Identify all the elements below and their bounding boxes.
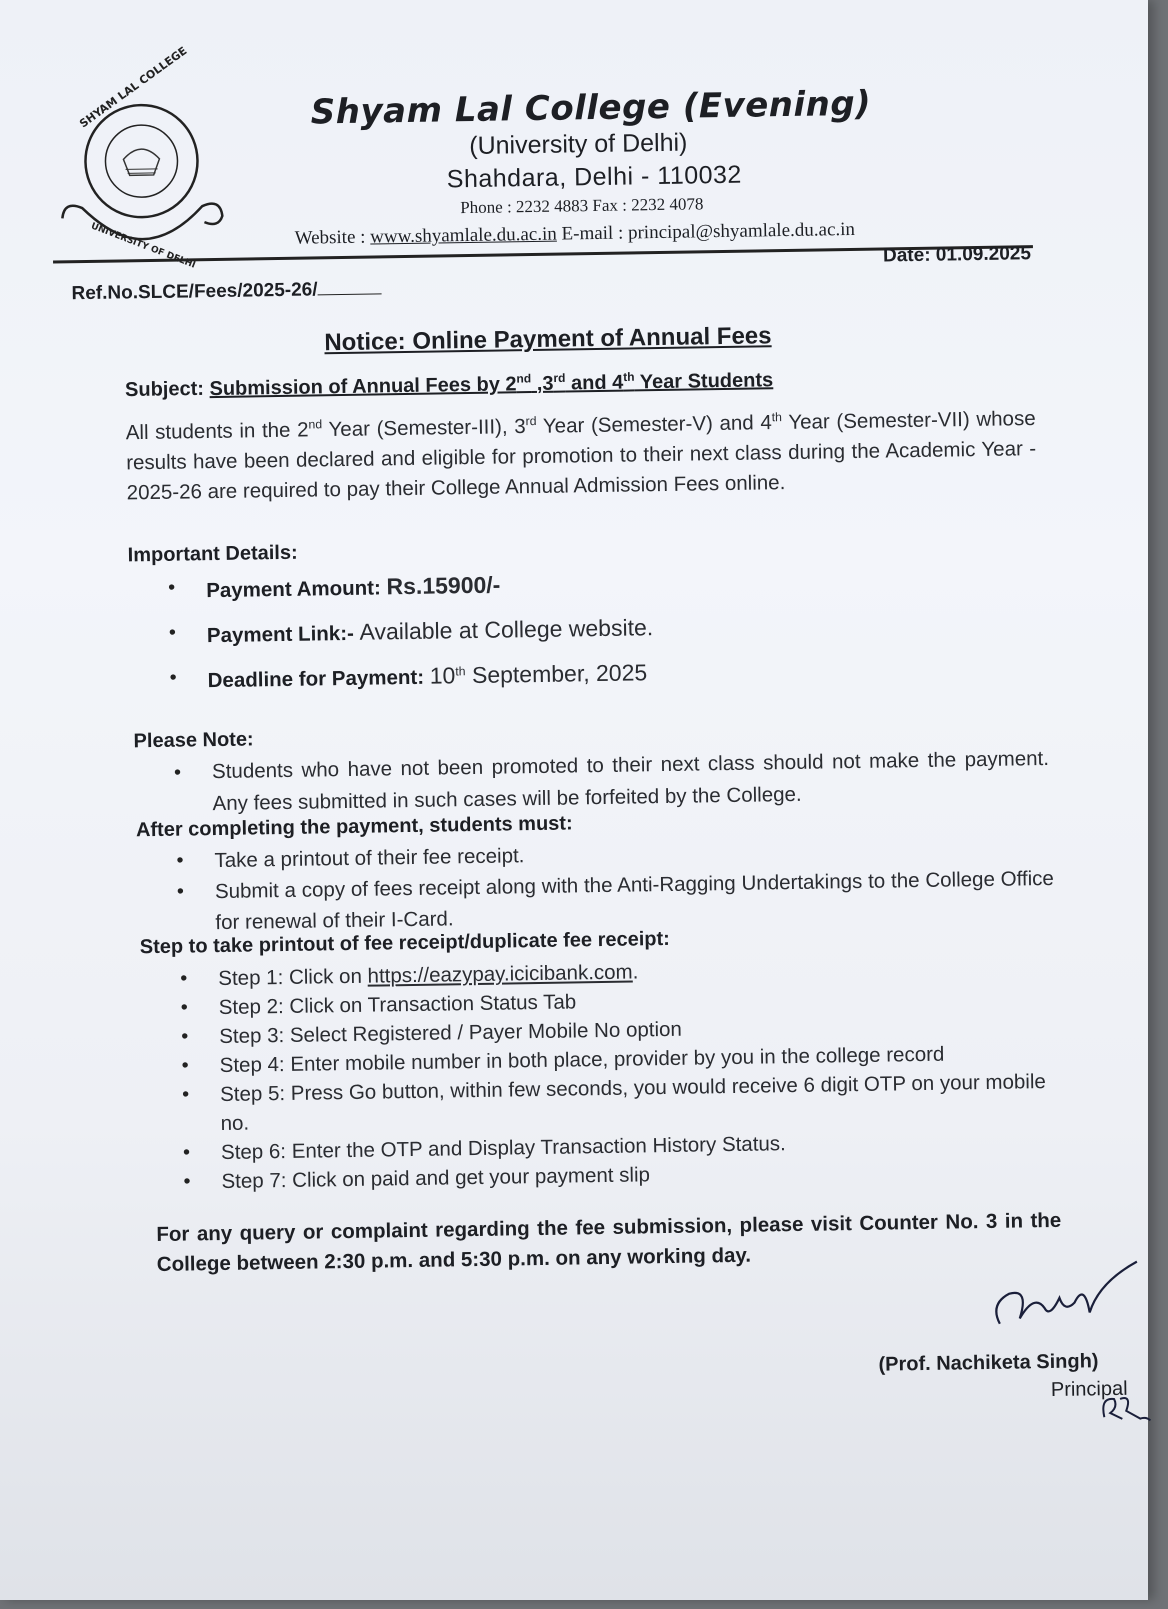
website-label: Website : [295, 227, 371, 249]
after-item: • Submit a copy of fees receipt along with the Anti-Ragging Undertakings to the College Office for renewal of their I-Card. [177, 863, 1055, 939]
link-value: Available at College website. [359, 614, 653, 645]
after-payment-list [176, 832, 1054, 939]
after-item: • Take a printout of their fee receipt. [176, 832, 1053, 877]
reference-text: Ref.No.SLCE/Fees/2025-26/ [71, 279, 317, 304]
deadline-day: 10 [430, 662, 456, 688]
list-item [169, 653, 1069, 694]
initials-mark [1096, 1386, 1152, 1427]
step-item: • Step 2: Click on Transaction Status Tab [181, 980, 1059, 1023]
subject-text: Submission of Annual Fees by 2 [209, 373, 516, 400]
important-details-list [168, 563, 1070, 712]
amount-value: Rs.15900/- [386, 572, 500, 600]
svg-text:SHYAM LAL COLLEGE: SHYAM LAL COLLEGE [77, 44, 189, 130]
signatory-name: (Prof. Nachiketa Singh) [878, 1350, 1098, 1376]
email-text: E-mail : principal@shyamlale.du.ac.in [557, 219, 855, 245]
step1-prefix: Step 1: Click on [218, 965, 368, 990]
steps-heading: Step to take printout of fee receipt/duplicate fee receipt: [140, 928, 670, 959]
svg-text:UNIVERSITY OF DELHI: UNIVERSITY OF DELHI [89, 221, 196, 270]
please-note-list [174, 743, 1050, 821]
university-name: (University of Delhi) [469, 129, 688, 161]
college-logo [53, 98, 235, 251]
step-item: • Step 6: Enter the OTP and Display Transaction History Status. [183, 1125, 1061, 1168]
important-details-heading: Important Details: [127, 542, 297, 568]
list-item [169, 608, 1069, 649]
college-address: Shahdara, Delhi - 110032 [447, 161, 742, 195]
para-text-d: Year (Semester-VII) whose results have been declared and eligible for promotion to their next class during the Academic Year - 2025-26 are required to pay their College Annual Admission Fees online. [126, 407, 1036, 504]
deadline-label: Deadline for Payment: [207, 666, 429, 692]
principal-signature [989, 1262, 1140, 1344]
step1-suffix: . [632, 960, 638, 983]
step-item: • Step 5: Press Go button, within few seconds, you would receive 6 digit OTP on your mobile no. [182, 1067, 1061, 1139]
phone-fax-line: Phone : 2232 4883 Fax : 2232 4078 [460, 194, 703, 218]
para-sup-rd: rd [525, 414, 536, 428]
deadline-rest: September, 2025 [465, 659, 647, 688]
amount-label: Payment Amount: [206, 576, 387, 602]
notice-title: Notice: Online Payment of Annual Fees [324, 322, 772, 357]
sup-nd: nd [516, 371, 531, 385]
after-payment-heading: After completing the payment, students must: [136, 812, 573, 842]
link-label: Payment Link:- [207, 622, 360, 647]
website-email-line [295, 219, 856, 250]
step-item: • Step 3: Select Registered / Payer Mobile No option [181, 1009, 1059, 1052]
steps-list [180, 951, 1062, 1197]
list-item [168, 563, 1068, 604]
signatory-title: Principal [1051, 1378, 1128, 1402]
query-paragraph: For any query or complaint regarding the fee submission, please visit Counter No. 3 in the College between 2:30 p.m. and 5:30 p.m. on any working day. [156, 1206, 1062, 1280]
para-sup-th: th [772, 410, 782, 424]
notice-body-paragraph [125, 398, 1036, 508]
para-text-a: All students in the 2 [126, 418, 309, 444]
deadline-sup: th [455, 664, 465, 678]
please-note-heading: Please Note: [133, 728, 253, 753]
reference-number [71, 278, 381, 305]
para-text-c: Year (Semester-V) and 4 [536, 411, 772, 438]
subject-text-b: ,3 [531, 372, 554, 394]
step-item: • Step 4: Enter mobile number in both place, provider by you in the college record [181, 1038, 1059, 1081]
sup-rd: rd [553, 371, 565, 385]
subject-text-d: Year Students [634, 369, 773, 393]
notice-date: Date: 01.09.2025 [883, 243, 1031, 267]
note-item: • Students who have not been promoted to their next class should not make the payment. Any fees submitted in such cases will be forfeited by the College. [174, 743, 1050, 821]
website-link[interactable]: www.shyamlale.du.ac.in [370, 224, 557, 248]
subject-label: Subject: [125, 378, 210, 401]
para-sup-nd: nd [308, 417, 322, 431]
notice-subject [125, 367, 773, 402]
step-item: • Step 7: Click on paid and get your payment slip [183, 1154, 1061, 1197]
sup-th: th [623, 369, 635, 383]
reference-blank [317, 279, 381, 295]
eazypay-link[interactable]: https://eazypay.icicibank.com [367, 961, 632, 988]
para-text-b: Year (Semester-III), 3 [322, 415, 526, 441]
college-name: Shyam Lal College (Evening) [310, 84, 871, 133]
subject-text-c: and 4 [565, 371, 623, 394]
